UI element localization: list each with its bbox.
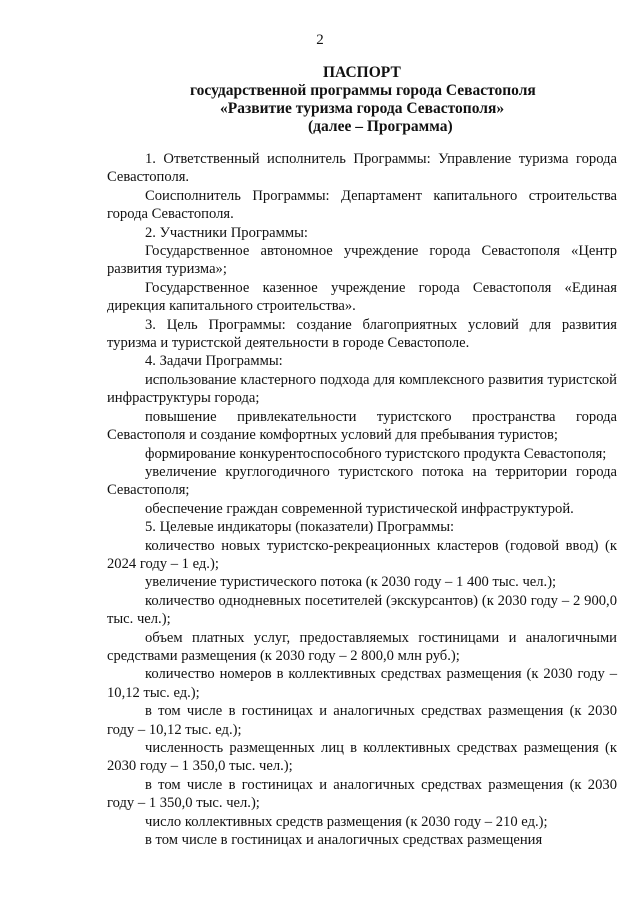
paragraph: Государственное казенное учреждение города Севастополя «Единая дирекция капитального строительства». bbox=[107, 279, 617, 315]
paragraph: объем платных услуг, предоставляемых гостиницами и аналогичными средствами размещения (к 2030 году – 2 800,0 млн руб.); bbox=[107, 629, 617, 664]
paragraph: повышение привлекательности туристского пространства города Севастополя и создание комфортных условий для пребывания туристов; bbox=[107, 408, 617, 444]
paragraph: обеспечение граждан современной туристической инфраструктурой. bbox=[145, 500, 574, 517]
paragraph: в том числе в гостиницах и аналогичных средствах размещения (к 2030 году – 1 350,0 тыс. чел.); bbox=[107, 776, 617, 812]
title-line-2: государственной программы города Севастополя bbox=[190, 82, 536, 99]
paragraph: в том числе в гостиницах и аналогичных средствах размещения (к 2030 году – 10,12 тыс. ед.); bbox=[107, 703, 617, 738]
title-line-3: «Развитие туризма города Севастополя» bbox=[220, 100, 505, 117]
paragraph: количество однодневных посетителей (экскурсантов) (к 2030 году – 2 900,0 тыс. чел.); bbox=[107, 592, 617, 628]
paragraph: 3. Цель Программы: создание благоприятных условий для развития туризма и туристской деятельности в городе Севастополе. bbox=[107, 316, 617, 352]
paragraph: использование кластерного подхода для комплексного развития туристской инфраструктуры города; bbox=[107, 371, 617, 407]
paragraph: формирование конкурентоспособного туристского продукта Севастополя; bbox=[145, 445, 607, 462]
paragraph: 2. Участники Программы: bbox=[145, 224, 308, 241]
paragraph: Соисполнитель Программы: Департамент капитального строительства города Севастополя. bbox=[107, 187, 617, 223]
paragraph: количество новых туристско-рекреационных кластеров (годовой ввод) (к 2024 году – 1 ед.); bbox=[107, 537, 617, 572]
paragraph: 1. Ответственный исполнитель Программы: Управление туризма города Севастополя. bbox=[107, 151, 617, 186]
paragraph: количество номеров в коллективных средствах размещения (к 2030 году – 10,12 тыс. ед.); bbox=[107, 666, 617, 701]
title-line-4: (далее – Программа) bbox=[308, 118, 453, 135]
paragraph: 4. Задачи Программы: bbox=[145, 353, 283, 370]
page-number: 2 bbox=[316, 32, 324, 48]
paragraph: в том числе в гостиницах и аналогичных средствах размещения bbox=[145, 832, 543, 849]
document-body bbox=[107, 150, 617, 849]
title-line-1: ПАСПОРТ bbox=[323, 64, 401, 81]
passport-title bbox=[100, 64, 620, 136]
paragraph: численность размещенных лиц в коллективных средствах размещения (к 2030 году – 1 350,0 тыс. чел.); bbox=[107, 740, 617, 775]
paragraph: Государственное автономное учреждение города Севастополя «Центр развития туризма»; bbox=[107, 243, 617, 278]
paragraph: увеличение круглогодичного туристского потока на территории города Севастополя; bbox=[107, 463, 617, 499]
paragraph: 5. Целевые индикаторы (показатели) Программы: bbox=[145, 519, 455, 536]
paragraph: число коллективных средств размещения (к 2030 году – 210 ед.); bbox=[145, 813, 548, 830]
paragraph: увеличение туристического потока (к 2030 году – 1 400 тыс. чел.); bbox=[145, 574, 557, 591]
